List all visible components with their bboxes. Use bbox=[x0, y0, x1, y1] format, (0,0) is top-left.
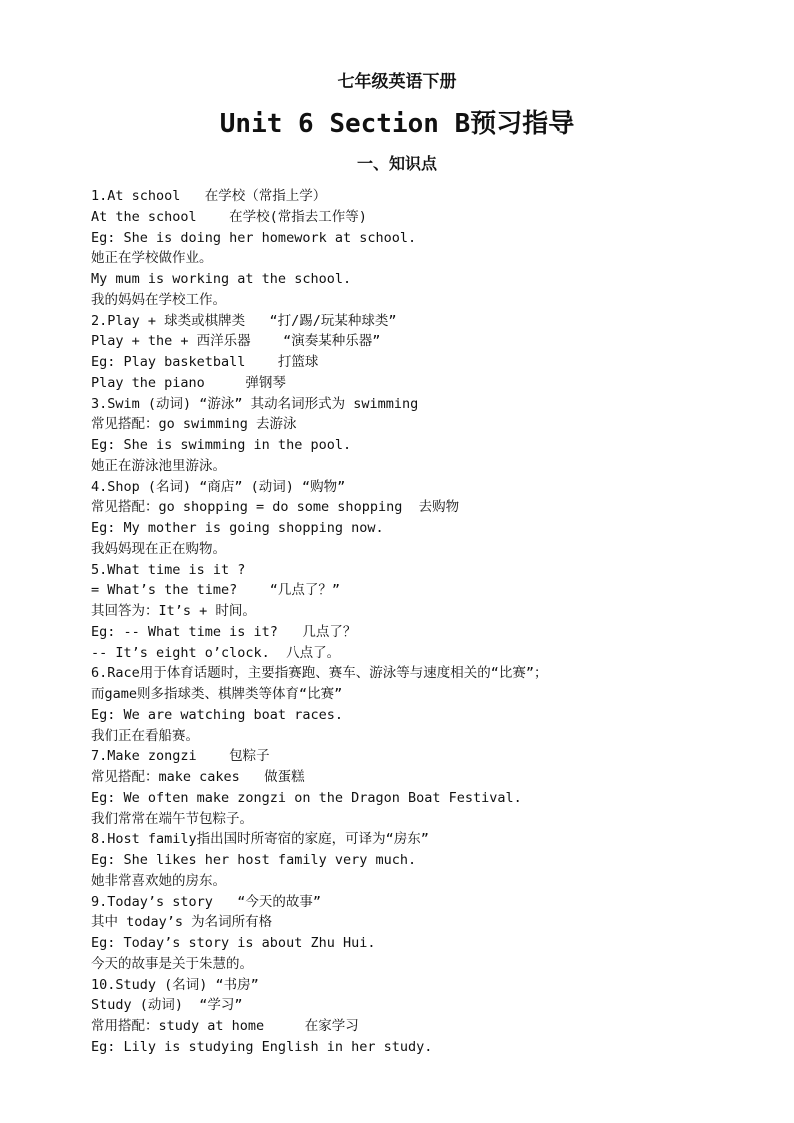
text-line: Eg: We often make zongzi on the Dragon Boat Festival. bbox=[91, 789, 522, 806]
text-line: 其回答为：It’s + 时间。 bbox=[91, 603, 256, 619]
text-line: 10.Study (名词) “书房” bbox=[91, 976, 259, 993]
text-line: 8.Host family指出国时所寄宿的家庭，可译为“房东” bbox=[91, 831, 429, 848]
text-line: 5.What time is it ? bbox=[91, 561, 246, 578]
text-line: 常见搭配：make cakes 做蛋糕 bbox=[91, 769, 305, 785]
text-line: 我妈妈现在正在购物。 bbox=[91, 540, 226, 557]
text-line: 7.Make zongzi 包粽子 bbox=[91, 748, 270, 765]
text-line: Eg: She is doing her homework at school. bbox=[91, 229, 417, 246]
text-line: 她正在游泳池里游泳。 bbox=[91, 457, 226, 474]
knowledge-points bbox=[91, 186, 731, 1058]
text-line: 3.Swim (动词) “游泳” 其动名词形式为 swimming bbox=[91, 395, 419, 412]
text-line: 而game则多指球类、棋牌类等体育“比赛” bbox=[91, 686, 343, 702]
text-line: At the school 在学校(常指去工作等) bbox=[91, 208, 367, 225]
text-line: = What’s the time? “几点了？” bbox=[91, 582, 341, 599]
text-line: 常见搭配：go shopping = do some shopping 去购物 bbox=[91, 499, 460, 516]
text-line: 我的妈妈在学校工作。 bbox=[91, 291, 226, 308]
section-title: 一、知识点 bbox=[356, 154, 437, 173]
text-line: 4.Shop (名词) “商店” (动词) “购物” bbox=[91, 478, 346, 495]
text-line: 我们正在看船赛。 bbox=[91, 727, 199, 744]
text-line: 常见搭配：go swimming 去游泳 bbox=[91, 416, 297, 433]
text-line: 2.Play + 球类或棋牌类 “打/踢/玩某种球类” bbox=[91, 312, 397, 329]
text-line: Eg: We are watching boat races. bbox=[91, 706, 343, 723]
text-line: 她正在学校做作业。 bbox=[91, 250, 213, 267]
text-line: 6.Race用于体育话题时，主要指赛跑、赛车、游泳等与速度相关的“比赛”； bbox=[91, 665, 548, 682]
text-line: 今天的故事是关于朱慧的。 bbox=[91, 955, 253, 972]
text-line: -- It’s eight o’clock. 八点了。 bbox=[91, 644, 341, 661]
text-line: Eg: My mother is going shopping now. bbox=[91, 520, 384, 536]
text-line: Play + the + 西洋乐器 “演奏某种乐器” bbox=[91, 333, 381, 350]
text-line: Eg: She likes her host family very much. bbox=[91, 852, 417, 868]
text-line: 1.At school 在学校（常指上学） bbox=[91, 188, 327, 204]
text-line: Eg: -- What time is it? 几点了？ bbox=[91, 623, 357, 640]
text-line: Eg: Today’s story is about Zhu Hui. bbox=[91, 935, 376, 951]
text-line: Study (动词) “学习” bbox=[91, 997, 243, 1014]
text-line: 她非常喜欢她的房东。 bbox=[91, 872, 226, 889]
text-line: 常用搭配：study at home 在家学习 bbox=[91, 1018, 359, 1034]
text-line: Eg: Lily is studying English in her study. bbox=[91, 1038, 433, 1055]
text-line: 我们常常在端午节包粽子。 bbox=[91, 810, 253, 827]
unit-title: Unit 6 Section B预习指导 bbox=[219, 109, 575, 139]
text-line: Play the piano 弹钢琴 bbox=[91, 374, 286, 391]
text-line: Eg: She is swimming in the pool. bbox=[91, 437, 352, 453]
grade-title: 七年级英语下册 bbox=[337, 72, 457, 92]
text-line: Eg: Play basketball 打篮球 bbox=[91, 354, 319, 370]
text-line: 其中 today’s 为名词所有格 bbox=[91, 914, 273, 931]
text-line: 9.Today’s story “今天的故事” bbox=[91, 893, 322, 910]
text-line: My mum is working at the school. bbox=[91, 271, 352, 287]
